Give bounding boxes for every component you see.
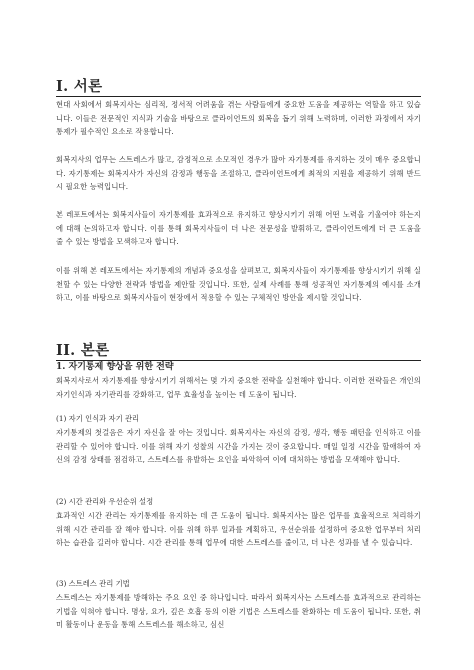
subsection-title: 1. 자기통제 향상을 위한 전략 — [56, 362, 174, 372]
item-title-1: (1) 자기 인식과 자기 관리 — [56, 414, 140, 423]
item-text-2: 효과적인 시간 관리는 자기통제를 유지하는 데 큰 도움이 됩니다. 회복지사는 많은 업무를 효율적으로 처리하기 위해 시간 관리를 잘 해야 합니다. 이를 위해 하루 일과를 계획하고, 우선순위를 설정하여 중요한 업무부터 처리하는 습관을 길러야 합니다. 시간 관리를 통해 업무에 대한 스트레스를 줄이고, 더 나은 성과를 낼 수 있습니다. — [56, 511, 421, 548]
body-lead-paragraph: 회복지사로서 자기통제를 향상시키기 위해서는 몇 가지 중요한 전략을 실천해야 합니다. 이러한 전략들은 개인의 자기인식과 자기관리를 강화하고, 업무 효율성을 높이는 데 도움이 됩니다. — [56, 376, 421, 399]
item-text-1: 자기통제의 첫걸음은 자기 자신을 잘 아는 것입니다. 회복지사는 자신의 감정, 생각, 행동 패턴을 인식하고 이를 관리할 수 있어야 합니다. 이를 위해 자기 성찰의 시간을 가지는 것이 중요합니다. 매일 일정 시간을 할애하여 자신의 감정 상태를 점검하고, 스트레스를 유발하는 요인을 파악하여 이에 대처하는 방법을 모색해야 합니다. — [56, 428, 421, 465]
intro-paragraph-2: 회복지사의 업무는 스트레스가 많고, 감정적으로 소모적인 경우가 많아 자기통제를 유지하는 것이 매우 중요합니다. 자기통제는 회복지사가 자신의 감정과 행동을 조절하고, 클라이언트에게 최적의 지원을 제공하기 위해 반드시 필요한 능력입니다. — [56, 155, 421, 192]
intro-paragraph-4: 이를 위해 본 레포트에서는 자기통제의 개념과 중요성을 살펴보고, 회복지사들이 자기통제를 향상시키기 위해 실천할 수 있는 다양한 전략과 방법을 제안할 것입니다. 또한, 실제 사례를 통해 성공적인 자기통제의 예시를 소개하고, 이를 바탕으로 회복지사들이 현장에서 적용할 수 있는 구체적인 방안을 제시할 것입니다. — [56, 266, 421, 303]
item-text-3: 스트레스는 자기통제를 방해하는 주요 요인 중 하나입니다. 따라서 회복지사는 스트레스를 효과적으로 관리하는 기법을 익혀야 합니다. 명상, 요가, 깊은 호흡 등의 이완 기법은 스트레스를 완화하는 데 도움이 됩니다. 또한, 취미 활동이나 운동을 통해 스트레스를 해소하고, 심신 — [56, 593, 421, 630]
item-title-2: (2) 시간 관리와 우선순위 설정 — [56, 497, 154, 506]
intro-paragraph-3: 본 레포트에서는 회복지사들이 자기통제를 효과적으로 유지하고 향상시키기 위해 어떤 노력을 기울여야 하는지에 대해 논의하고자 합니다. 이를 통해 회복지사들이 더 나은 전문성을 발휘하고, 클라이언트에게 더 큰 도움을 줄 수 있는 방법을 모색하고자 합니다. — [56, 210, 421, 247]
section-title-intro: I. 서론 — [56, 78, 103, 95]
section-divider — [56, 96, 421, 97]
intro-paragraph-1: 현대 사회에서 회복지사는 심리적, 정서적 어려움을 겪는 사람들에게 중요한 도움을 제공하는 역할을 하고 있습니다. 이들은 전문적인 지식과 기술을 바탕으로 클라이언트의 회복을 돕기 위해 노력하며, 이러한 과정에서 자기통제가 필수적인 요소로 작용합니다. — [56, 100, 421, 137]
item-title-3: (3) 스트레스 관리 기법 — [56, 579, 130, 588]
section-title-body: II. 본론 — [56, 342, 110, 359]
